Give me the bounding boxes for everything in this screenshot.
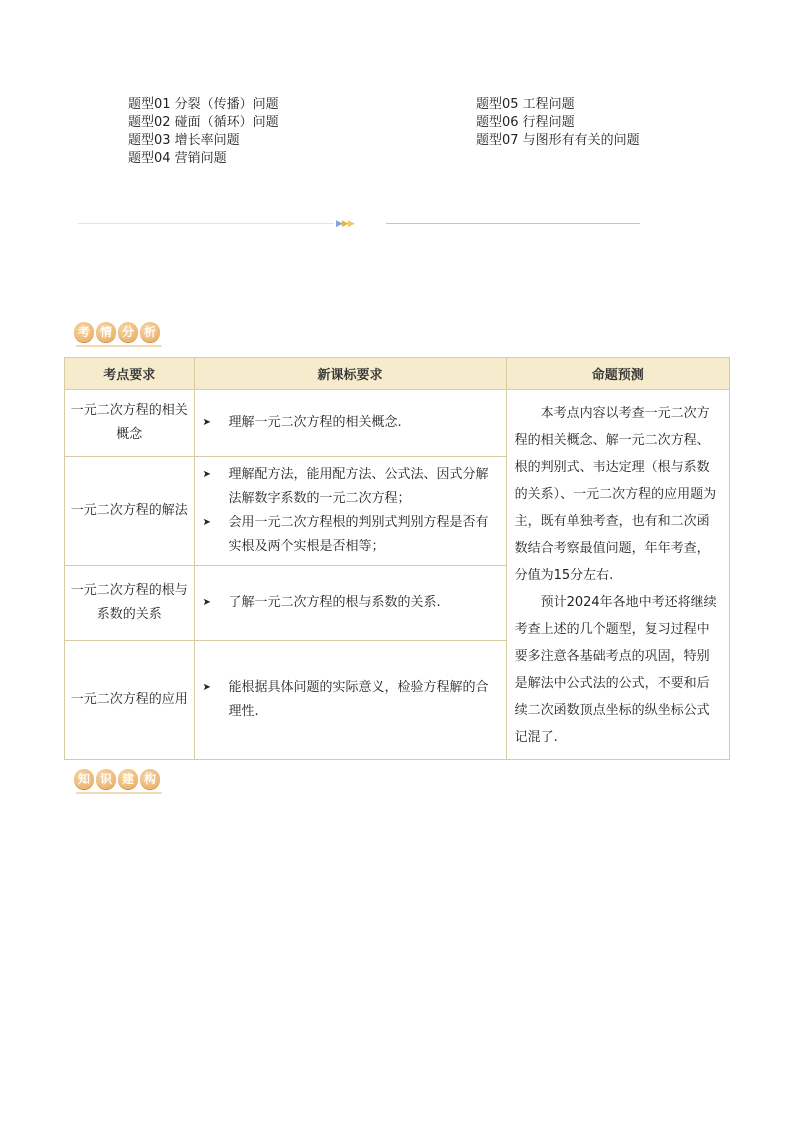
badge-char: 情 [96,322,116,342]
topic-cell: 一元二次方程的应用 [65,641,195,760]
requirement-item [203,676,500,724]
requirement-item [203,463,500,511]
badge-char: 考 [74,322,94,342]
badge-char: 识 [96,769,116,789]
arrow-bullet-icon: ➤ [202,416,211,428]
requirement-text: 理解配方法，能用配方法、公式法、因式分解法解数字系数的一元二次方程； [228,466,489,506]
column-header: 命题预测 [506,358,729,390]
requirement-cell [194,566,506,641]
badge-underline [76,792,162,794]
question-type-item: 题型02 碰面（循环）问题 [128,115,279,130]
divider-line-left [78,223,334,224]
section-divider [78,218,640,230]
requirement-cell [194,390,506,457]
badge-char: 析 [140,322,160,342]
requirement-text: 能根据具体问题的实际意义，检验方程解的合理性. [228,680,489,720]
question-type-item: 题型04 营销问题 [128,151,227,166]
requirement-text: 了解一元二次方程的根与系数的关系. [228,595,441,611]
section-badge-knowledge-structure [74,769,160,789]
topic-cell: 一元二次方程的相关概念 [65,390,195,457]
column-header: 新课标要求 [194,358,506,390]
requirement-item [203,411,500,435]
requirement-cell [194,456,506,565]
requirement-item [203,511,500,559]
requirement-item [203,591,500,615]
table-row [65,390,730,457]
requirement-cell [194,641,506,760]
topic-cell: 一元二次方程的根与系数的关系 [65,566,195,641]
question-type-item: 题型05 工程问题 [476,97,575,112]
table-header-row [65,358,730,390]
question-type-item: 题型06 行程问题 [476,115,575,130]
arrow-bullet-icon: ➤ [202,682,211,694]
prediction-cell [506,390,729,760]
prediction-paragraph: 预计2024年各地中考还将继续考查上述的几个题型，复习过程中要多注意各基础考点的巩固，特别是解法中公式法的公式，不要和后续二次函数顶点坐标的纵坐标公式记混了. [514,595,717,745]
question-type-column-left [128,96,279,168]
column-header: 考点要求 [65,358,195,390]
question-type-item: 题型07 与图形有有关的问题 [476,133,640,148]
badge-char: 知 [74,769,94,789]
exam-analysis-table [64,357,730,760]
requirement-text: 理解一元二次方程的相关概念. [228,414,402,430]
topic-cell: 一元二次方程的解法 [65,456,195,565]
badge-underline [76,345,162,347]
question-type-column-right [476,96,640,150]
question-type-item: 题型01 分裂（传播）问题 [128,97,279,112]
badge-char: 建 [118,769,138,789]
badge-char: 构 [140,769,160,789]
requirement-text: 会用一元二次方程根的判别式判别方程是否有实根及两个实根是否相等； [228,514,489,554]
badge-char: 分 [118,322,138,342]
arrow-bullet-icon: ➤ [202,468,211,480]
section-badge-exam-analysis [74,322,160,342]
divider-line-right [386,223,640,224]
arrow-bullet-icon: ➤ [202,516,211,528]
question-type-item: 题型03 增长率问题 [128,133,240,148]
divider-arrows-icon: ▶▶▶ [336,219,354,229]
arrow-bullet-icon: ➤ [202,597,211,609]
prediction-paragraph: 本考点内容以考查一元二次方程的相关概念、解一元二次方程、根的判别式、韦达定理（根与系数的关系）、一元二次方程的应用题为主，既有单独考查，也有和二次函数结合考察最值问题，年年考查，分值为15分左右. [514,406,717,583]
